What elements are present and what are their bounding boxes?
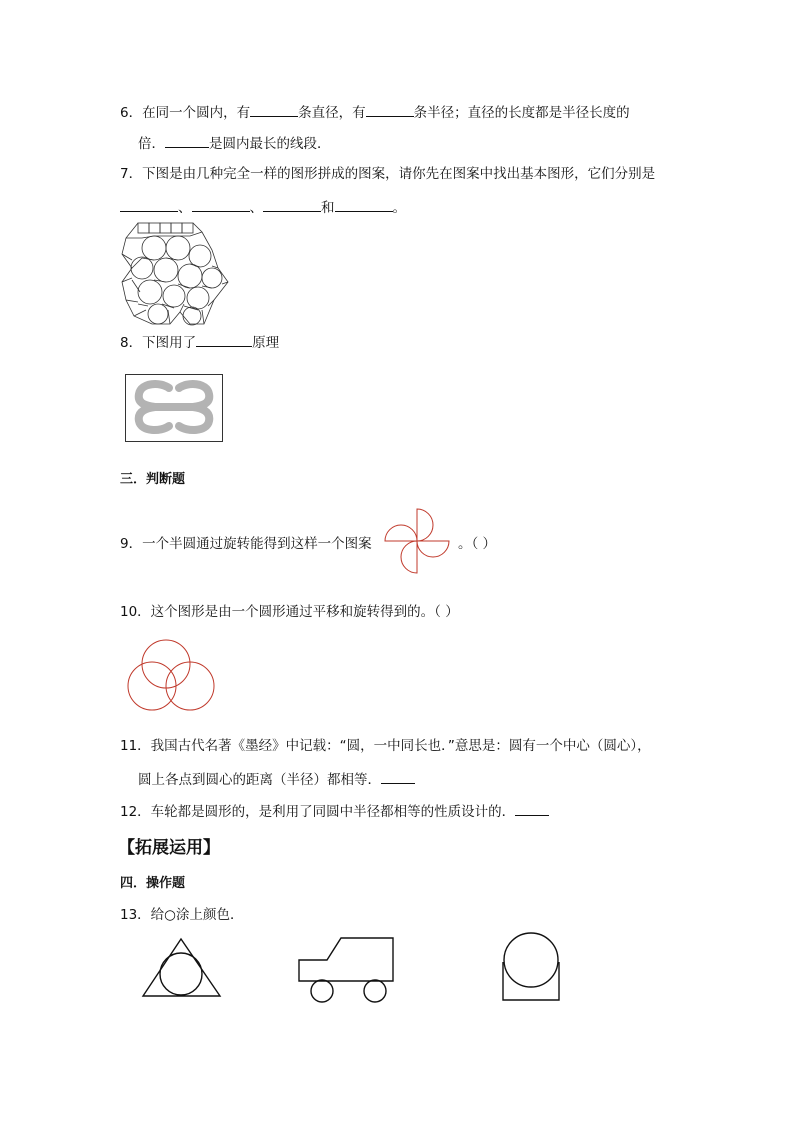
q6-text-c: 条半径；直径的长度都是半径长度的: [413, 105, 630, 121]
q6-text-d: 倍．: [138, 136, 165, 152]
triangle-with-circle-figure: [140, 936, 230, 1000]
section-4-title: 四．操作题: [120, 876, 186, 891]
q9-text: 9．一个半圆通过旋转能得到这样一个图案: [120, 536, 372, 552]
q10-text: 10．这个图形是由一个圆形通过平移和旋转得到的。（ ）: [120, 604, 459, 620]
q11-line1: 11．我国古代名著《墨经》中记载：“圆，一中同长也．”意思是：圆有一个中心（圆心），: [120, 738, 651, 754]
q8-text-a: 8．下图用了: [120, 335, 197, 351]
q11-text: 圆上各点到圆心的距离（半径）都相等．: [138, 772, 381, 788]
q8-blank[interactable]: [196, 333, 252, 347]
q6-line2: [138, 134, 331, 153]
q7-blank-2[interactable]: [192, 198, 250, 212]
q11-line2: [138, 770, 415, 789]
q13-text: 13．给○涂上颜色．: [120, 907, 244, 923]
q7-sep-1: 、: [178, 200, 192, 216]
q6-text-b: 条直径，有: [298, 105, 366, 121]
q6-blank-1[interactable]: [250, 103, 298, 117]
q8-text-b: 原理: [252, 335, 280, 351]
circle-on-square: [504, 933, 558, 987]
car-wheel-right: [364, 980, 386, 1002]
q7-and: 和: [321, 200, 335, 216]
q9-answer-bracket[interactable]: 。（ ）: [458, 536, 497, 552]
q6-text-e: 是圆内最长的线段．: [209, 136, 331, 152]
tiling-pattern-image: [118, 220, 236, 326]
q7-end: 。: [392, 200, 406, 216]
circle-in-square-figure: [500, 930, 564, 1002]
q7-blank-4[interactable]: [335, 198, 393, 212]
car-wheel-left: [311, 980, 333, 1002]
q11-blank[interactable]: [381, 770, 415, 784]
q7-blank-1[interactable]: [120, 198, 178, 212]
symmetric-figure-image: [125, 374, 225, 442]
q7-sep-2: 、: [249, 200, 263, 216]
q12-line: [120, 802, 549, 821]
q7-blank-3[interactable]: [263, 198, 321, 212]
section-3-title: 三．判断题: [120, 472, 186, 487]
q12-text: 12．车轮都是圆形的，是利用了同圆中半径都相等的性质设计的．: [120, 804, 516, 820]
q12-blank[interactable]: [515, 802, 549, 816]
car-with-wheels-figure: [297, 934, 397, 1006]
q7-line1: 7．下图是由几种完全一样的图形拼成的图案，请你先在图案中找出基本图形，它们分别是: [120, 166, 656, 182]
q8-line: [120, 333, 279, 352]
q6-line1: [120, 103, 630, 122]
q6-text-a: 6．在同一个圆内，有: [120, 105, 251, 121]
pinwheel-semicircles-image: [382, 506, 452, 576]
extension-title: 【拓展运用】: [118, 838, 220, 858]
q6-blank-3[interactable]: [165, 134, 209, 148]
q6-blank-2[interactable]: [366, 103, 414, 117]
circle-in-triangle: [160, 953, 202, 995]
three-circles-image: [124, 636, 224, 716]
q7-line2: [120, 198, 406, 217]
